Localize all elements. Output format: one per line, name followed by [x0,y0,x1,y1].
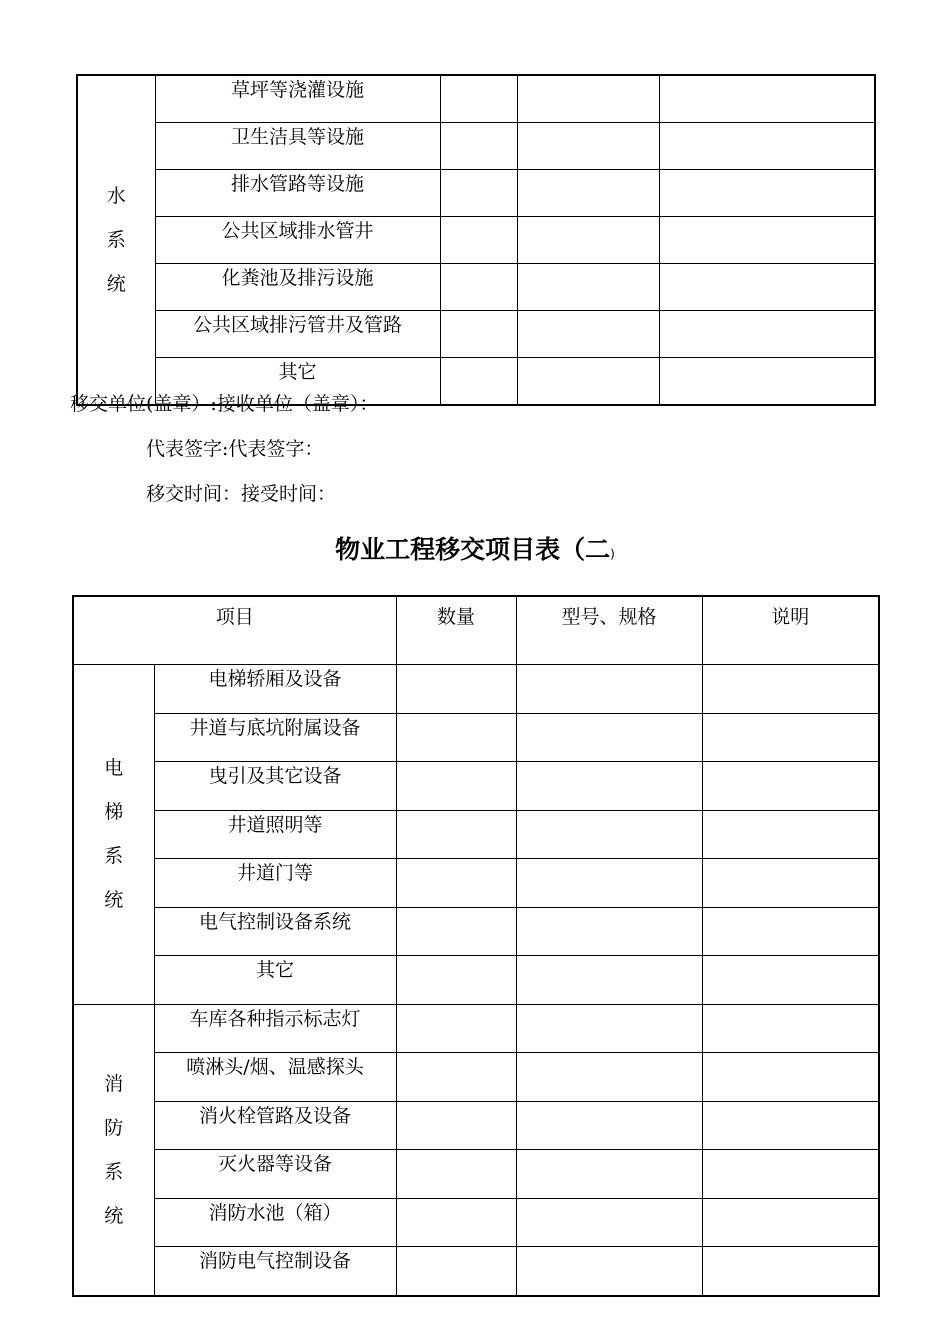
note-cell[interactable] [659,75,875,123]
note-cell[interactable] [702,956,879,1005]
note-cell[interactable] [659,358,875,406]
model-cell[interactable] [517,264,659,311]
quantity-cell[interactable] [440,264,517,311]
handover-items-table [72,595,880,1297]
title-main: 物业工程移交项目表（二 [335,535,611,564]
item-cell: 排水管路等设施 [155,170,440,217]
group-label-char: 系 [104,1160,124,1183]
table-row [73,713,879,762]
model-cell[interactable] [516,1150,702,1199]
note-cell[interactable] [702,1150,879,1199]
table-row [73,665,879,714]
table-row [77,75,875,123]
table-row [77,170,875,217]
table-row [73,907,879,956]
table-row [73,1247,879,1296]
representative-signature-line: 代表签字:代表签字： [146,438,324,460]
title-tail: ) [610,547,615,561]
table-row [77,123,875,170]
model-cell[interactable] [516,1101,702,1150]
model-cell[interactable] [516,1004,702,1053]
table-row [73,1150,879,1199]
note-cell[interactable] [702,665,879,714]
model-cell[interactable] [516,1053,702,1102]
item-cell: 其它 [154,956,396,1005]
note-cell[interactable] [702,810,879,859]
quantity-cell[interactable] [440,358,517,406]
quantity-cell[interactable] [440,170,517,217]
note-cell[interactable] [702,1247,879,1296]
model-cell[interactable] [517,75,659,123]
header-item: 项目 [73,596,396,665]
item-cell: 公共区域排污管井及管路 [155,311,440,358]
note-cell[interactable] [702,762,879,811]
group-label-char: 消 [104,1072,124,1095]
model-cell[interactable] [516,762,702,811]
item-cell: 喷淋头/烟、温感探头 [154,1053,396,1102]
group-label-char: 梯 [104,801,124,824]
header-quantity: 数量 [396,596,516,665]
model-cell[interactable] [516,907,702,956]
model-cell[interactable] [516,956,702,1005]
item-cell: 井道照明等 [154,810,396,859]
table-row [73,1101,879,1150]
group-label-char: 统 [104,889,124,912]
item-cell: 灭火器等设备 [154,1150,396,1199]
item-cell: 消火栓管路及设备 [154,1101,396,1150]
table-header-row [73,596,879,665]
quantity-cell[interactable] [396,810,516,859]
table-row [73,956,879,1005]
quantity-cell[interactable] [396,665,516,714]
note-cell[interactable] [702,1198,879,1247]
group-label-char: 水 [106,185,126,207]
quantity-cell[interactable] [396,1101,516,1150]
table-row [73,762,879,811]
model-cell[interactable] [517,311,659,358]
quantity-cell[interactable] [396,907,516,956]
quantity-cell[interactable] [396,1247,516,1296]
note-cell[interactable] [702,1101,879,1150]
elevator-system-group-label [73,665,154,1005]
item-cell: 消防电气控制设备 [154,1247,396,1296]
model-cell[interactable] [516,1247,702,1296]
quantity-cell[interactable] [396,1150,516,1199]
quantity-cell[interactable] [396,713,516,762]
water-system-group-label [77,75,155,405]
table-row [73,810,879,859]
note-cell[interactable] [659,217,875,264]
page-title [0,532,950,572]
model-cell[interactable] [517,123,659,170]
table-row [73,1004,879,1053]
table-row [73,859,879,908]
group-label-char: 统 [104,1204,124,1227]
quantity-cell[interactable] [396,1198,516,1247]
model-cell[interactable] [516,1198,702,1247]
group-label-char: 系 [106,229,126,251]
quantity-cell[interactable] [440,75,517,123]
model-cell[interactable] [516,859,702,908]
model-cell[interactable] [517,217,659,264]
note-cell[interactable] [702,1053,879,1102]
group-label-char: 系 [104,845,124,868]
note-cell[interactable] [659,170,875,217]
group-label-char: 统 [106,273,126,295]
note-cell[interactable] [702,859,879,908]
model-cell[interactable] [517,358,659,406]
quantity-cell[interactable] [440,123,517,170]
item-cell: 井道门等 [154,859,396,908]
quantity-cell[interactable] [396,956,516,1005]
item-cell: 车库各种指示标志灯 [154,1004,396,1053]
group-label-char: 电 [104,757,124,780]
model-cell[interactable] [517,170,659,217]
table-row [77,264,875,311]
model-cell[interactable] [516,713,702,762]
table-row [77,311,875,358]
quantity-cell[interactable] [440,311,517,358]
note-cell[interactable] [702,713,879,762]
model-cell[interactable] [516,665,702,714]
quantity-cell[interactable] [396,859,516,908]
model-cell[interactable] [516,810,702,859]
quantity-cell[interactable] [396,1004,516,1053]
note-cell[interactable] [659,123,875,170]
item-cell: 消防水池（箱） [154,1198,396,1247]
handover-unit-line: 移交单位(盖章）:接收单位（盖章）： [70,393,379,415]
table-row [73,1053,879,1102]
item-cell: 曳引及其它设备 [154,762,396,811]
note-cell[interactable] [659,264,875,311]
quantity-cell[interactable] [440,217,517,264]
quantity-cell[interactable] [396,1053,516,1102]
note-cell[interactable] [702,1004,879,1053]
quantity-cell[interactable] [396,762,516,811]
item-cell: 公共区域排水管井 [155,217,440,264]
item-cell: 电梯轿厢及设备 [154,665,396,714]
item-cell: 电气控制设备系统 [154,907,396,956]
note-cell[interactable] [702,907,879,956]
table-row [73,1198,879,1247]
group-label-char: 防 [104,1116,124,1139]
item-cell: 草坪等浇灌设施 [155,75,440,123]
item-cell: 其它 [155,358,440,406]
header-model: 型号、规格 [516,596,702,665]
item-cell: 化粪池及排污设施 [155,264,440,311]
item-cell: 卫生洁具等设施 [155,123,440,170]
table-row [77,217,875,264]
handover-time-line: 移交时间：接受时间： [146,483,337,505]
header-note: 说明 [702,596,879,665]
fire-system-group-label [73,1004,154,1296]
note-cell[interactable] [659,311,875,358]
water-system-table [76,74,876,406]
item-cell: 井道与底坑附属设备 [154,713,396,762]
